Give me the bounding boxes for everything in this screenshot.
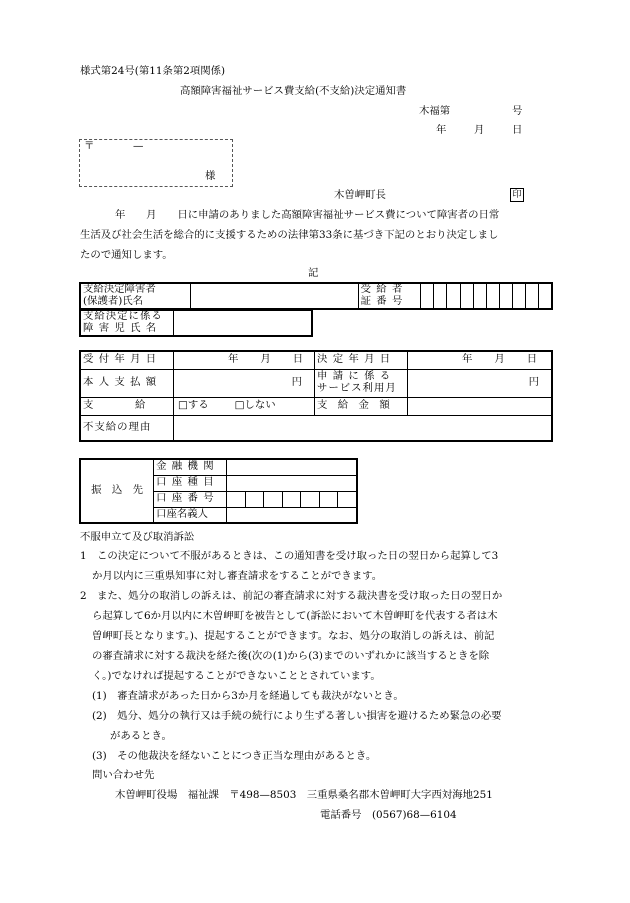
non-payment-reason-label: 不支給の理由 (80, 415, 174, 441)
issue-date-month: 月 (474, 124, 485, 136)
intro-line-1: 年 月 日に申請のありました高額障害福祉サービス費について障害者の日常 (115, 209, 500, 221)
account-digit-box[interactable] (264, 491, 283, 507)
appeal-p1-line2: か月以内に三重県知事に対し審査請求をすることができます。 (92, 570, 383, 582)
child-name-field[interactable] (174, 310, 313, 336)
cert-digit-box[interactable] (434, 283, 447, 309)
bank-name-field[interactable] (227, 459, 357, 475)
certificate-number-label: 受 給 者 証 番 号 (358, 283, 421, 309)
account-number-label: 口 座 番 号 (154, 491, 227, 507)
document-title: 高額障害福祉サービス費支給(不支給)決定通知書 (180, 85, 407, 97)
intro-line-2: 生活及び社会生活を総合的に支援するための法律第33条に基づき下記のとおり決定しまし (80, 229, 499, 241)
appeal-p2-line3: 曽岬町長となります。)、提起することができます。なお、処分の取消しの訴えは、前記 (92, 630, 495, 642)
guardian-name-field[interactable] (191, 283, 358, 309)
appeal-p2-line4: の審査請求に対する裁決を経た後(次の(1)から(3)までのいずれかに該当するときを除 (92, 650, 490, 662)
appeal-heading: 不服申立て及び取消訴訟 (80, 531, 195, 543)
account-type-field[interactable] (227, 475, 357, 491)
account-holder-field[interactable] (227, 507, 357, 523)
payment-decision-label: 支 給 (80, 397, 174, 415)
child-table (79, 309, 313, 337)
issue-date-year: 年 (436, 124, 447, 136)
child-name-label: 支給決定に係る 障 害 児 氏 名 (80, 310, 174, 336)
decision-date-field[interactable]: 年 月 日 (408, 351, 553, 369)
non-payment-reason-field[interactable] (174, 415, 553, 441)
cert-digit-box[interactable] (512, 283, 525, 309)
account-digit-box[interactable] (282, 491, 301, 507)
appeal-item-1: (1) 審査請求があった日から3か月を経過しても裁決がないとき。 (92, 690, 404, 702)
bank-name-label: 金 融 機 関 (154, 459, 227, 475)
received-date-label: 受 付 年 月 日 (80, 351, 174, 369)
appeal-p2-line2: ら起算して6か月以内に木曽岬町を被告として(訴訟において木曽岬町を代表する者は木 (92, 610, 498, 622)
account-digit-box[interactable] (338, 491, 357, 507)
contact-phone: 電話番号 (0567)68—6104 (320, 809, 457, 821)
account-digit-box[interactable] (319, 491, 338, 507)
payment-amount-field[interactable]: 円 (174, 369, 315, 397)
bank-transfer-table (79, 458, 358, 524)
seal-mark: 印 (510, 188, 524, 202)
appeal-p2-line1: 2 また、処分の取消しの訴えは、前記の審査請求に対する裁決書を受け取った日の翌日か (80, 590, 503, 602)
applied-month-label: 申 請 に 係 る サービス利用月 (315, 369, 408, 397)
payment-amount-value[interactable] (408, 397, 553, 415)
postal-mark: 〒 (84, 140, 95, 152)
guardian-name-label: 支給決定障害者 (保護者)氏名 (80, 283, 191, 309)
account-digit-box[interactable] (301, 491, 320, 507)
doc-number-suffix: 号 (512, 105, 523, 117)
payment-decision-options[interactable] (174, 397, 315, 415)
contact-address: 木曽岬町役場 福祉課 〒498—8503 三重県桑名郡木曽岬町大字西対海地251 (115, 789, 493, 801)
payment-amount-label: 本 人 支 払 額 (80, 369, 174, 397)
issuer-name: 木曽岬町長 (334, 189, 386, 201)
postal-dash: — (133, 140, 144, 152)
cert-digit-box[interactable] (499, 283, 512, 309)
cert-digit-box[interactable] (525, 283, 538, 309)
cert-digit-box[interactable] (486, 283, 499, 309)
option-pay[interactable]: □する (178, 399, 209, 412)
doc-number-prefix: 木福第 (419, 105, 451, 117)
cert-digit-box[interactable] (447, 283, 460, 309)
cert-digit-box[interactable] (473, 283, 486, 309)
appeal-p2-line5: く。)でなければ提起することができないこととされています。 (92, 670, 381, 682)
decision-date-label: 決 定 年 月 日 (315, 351, 408, 369)
recipient-honorific: 様 (205, 170, 216, 182)
cert-digit-box[interactable] (538, 283, 552, 309)
option-no-pay[interactable]: □しない (234, 399, 276, 412)
contact-heading: 問い合わせ先 (92, 769, 155, 781)
payment-amount-label-2: 支 給 金 額 (315, 397, 408, 415)
decision-table (79, 350, 553, 442)
applied-month-field[interactable]: 円 (408, 369, 553, 397)
account-digit-box[interactable] (227, 491, 246, 507)
account-digit-box[interactable] (245, 491, 264, 507)
account-type-label: 口 座 種 目 (154, 475, 227, 491)
appeal-item-3: (3) その他裁決を経ないことにつき正当な理由があるとき。 (92, 750, 377, 762)
appeal-item-2-line2: があるとき。 (110, 730, 172, 742)
cert-digit-box[interactable] (421, 283, 434, 309)
form-number: 様式第24号(第11条第2項関係) (80, 65, 226, 77)
transfer-label: 振 込 先 (80, 459, 154, 523)
ki-heading: 記 (308, 267, 319, 279)
intro-line-3: たので通知します。 (80, 249, 173, 261)
appeal-p1-line1: 1 この決定について不服があるときは、この通知書を受け取った日の翌日から起算して3 (80, 550, 499, 562)
account-holder-label: 口座名義人 (154, 507, 227, 523)
cert-digit-box[interactable] (460, 283, 473, 309)
received-date-field[interactable]: 年 月 日 (174, 351, 315, 369)
applicant-table (79, 282, 553, 310)
issue-date-day: 日 (512, 124, 523, 136)
appeal-item-2-line1: (2) 処分、処分の執行又は手続の続行により生ずる著しい損害を避けるため緊急の必要 (92, 710, 502, 722)
